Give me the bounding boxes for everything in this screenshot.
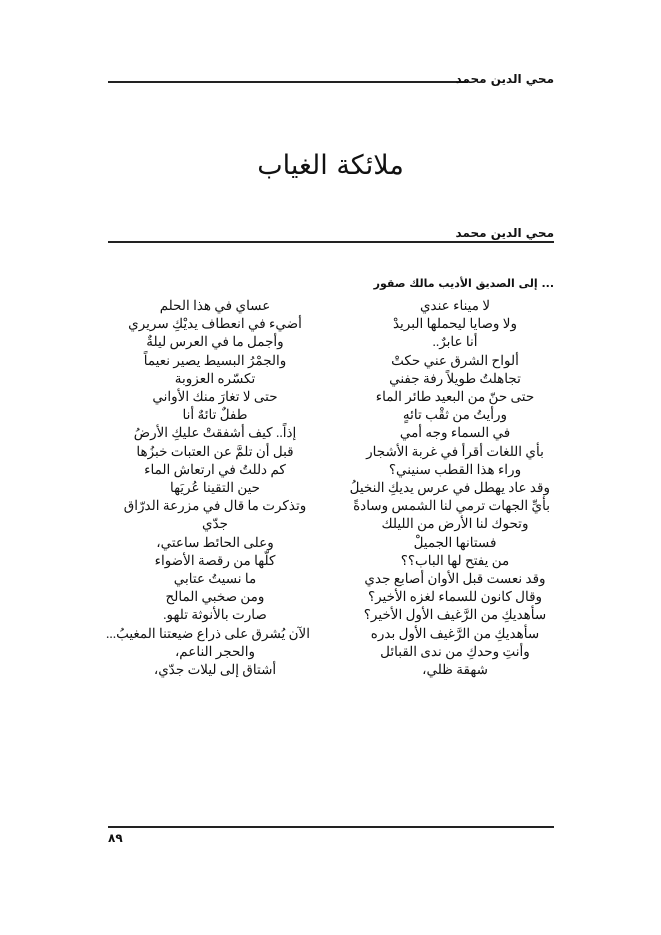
poem-line: ما نسيتُ عتابي [173,571,257,587]
poem-column-left [105,297,310,679]
poem-line: ولا وصايا ليحملها البريدْ [392,316,518,332]
poem-line: لا ميناء عندي [419,298,491,313]
running-head-author: محي الدين محمد [455,72,554,86]
poem-line: جدّي [202,516,228,532]
poem-line: بأيِّ الجهات ترمي لنا الشمس وسادةً [353,498,550,514]
poem-line: والجمْرُ البسيط يصير نعيماً [143,352,287,368]
poem-line: بأي اللغات أقرأ في غربة الأشجار [366,443,544,459]
poem-line: وراء هذا القطب سنيني؟ [388,461,522,477]
byline-rule [108,241,554,243]
poem-line: وقد عاد يهطل في عرس يديكِ النخيلُ [349,480,550,496]
poem-line: وعلى الحائط ساعتي، [156,534,274,550]
page-number: ٨٩ [108,831,123,845]
poem-line: كلّها من رقصة الأضواء [154,552,276,568]
poem-line: حتى حنّ من البعيد طائر الماء [375,389,535,405]
poem-line: ألواح الشرق عني حكتْ [391,352,519,368]
poem-line: أشتاق إلى ليلات جدّي، [153,662,277,678]
poem-line: في السماء وجه أمي [399,425,511,441]
footer-rule [108,826,554,828]
poem-line: صارت بالأنوثة تلهو. [163,607,267,623]
running-header [108,72,554,86]
poem-line: وأنتِ وحدكِ من ندى القبائل [380,643,530,659]
dedication: ... إلى الصديق الأديب مالك صقور [373,277,554,290]
poem-line: كم دللتُ في ارتعاش الماء [144,461,286,477]
poem-line: وتحوك لنا الأرض من الليلك [381,516,529,532]
poem-column-right [349,297,550,679]
poem-line: وتذكرت ما قال في مزرعة الدرّاق [123,498,307,514]
poem-line: ورأيتُ من ثقْب تائهٍ [402,407,508,423]
byline-block [108,226,554,240]
poem-line: من يفتح لها الباب؟؟ [400,552,510,568]
poem-line: أنا عابرٌ.. [432,334,478,350]
poem-line: أضيء في انعطاف يديْكِ سريري [128,316,302,332]
poem-line: عساي في هذا الحلم [159,298,271,313]
poem-line: سأهديكِ من الرَّغيف الأول الأخير؟ [363,607,547,623]
poem-line: إذاً.. كيف أشفقتْ عليكِ الأرضُ [133,425,297,441]
poem-line: حتى لا تغارَ منك الأواني [152,389,278,405]
poem-line: تجاهلتُ طويلاً رفة جفني [389,370,521,386]
poem-line: وأجمل ما في العرس ليلةٌ [146,334,284,350]
byline: محي الدين محمد [455,226,554,240]
poem-line: سأهديكِ من الرَّغيف الأول بدره [370,625,540,641]
poem-line: شهقة ظلي، [422,662,488,678]
header-rule [108,81,468,83]
poem-line: قبل أن تلمَّ عن العتبات خبزُها [136,443,294,459]
poem-title: ملائكة الغياب [257,150,404,181]
poem-line: وقال كانون للسماء لغزه الأخير؟ [367,589,543,605]
poem-line: الآن يُشرق على ذراع ضيعتنا المغيبُ... [105,625,310,641]
poem-line: والحجر الناعم، [174,643,256,659]
poem-line: ومن صخبي المالح [165,589,265,605]
poem-line: فستانها الجميلْ [413,534,497,550]
poem-line: طفلٌ تائهٌ أنا [182,407,248,423]
poem-line: وقد نعست قبل الأوان أصابع جدي [364,571,546,587]
poem-line: تكسّره العزوبة [174,370,256,386]
poem-line: حين التقينا عُريَها [169,480,261,496]
